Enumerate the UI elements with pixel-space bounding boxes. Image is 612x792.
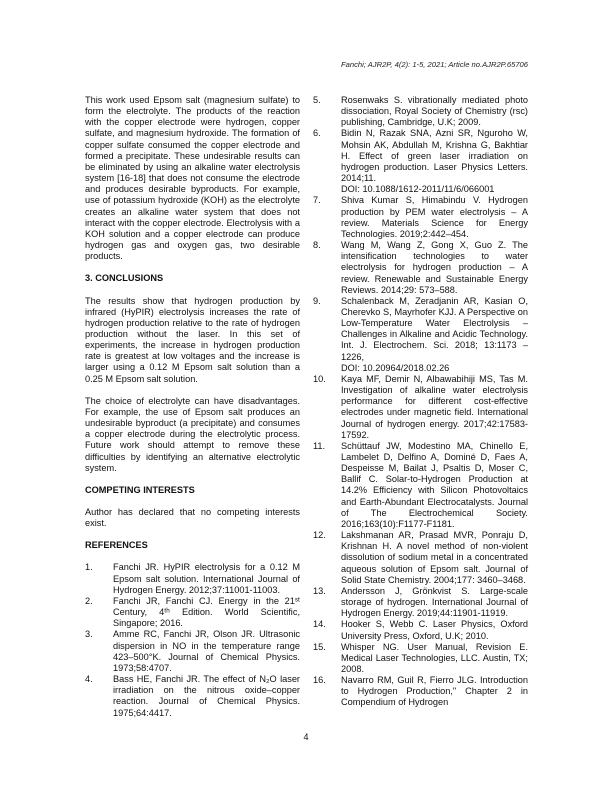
reference-number: 14.	[313, 619, 326, 630]
reference-item	[85, 596, 300, 629]
reference-text: Whisper NG. User Manual, Revision E. Medical Laser Technologies, LLC. Austin, TX; 2008.	[341, 641, 528, 674]
reference-text: Amme RC, Fanchi JR, Olson JR. Ultrasonic dispersion in NO in the temperature range 423–500°K. Journal of Chemical Physics. 1973;58:4707.	[113, 629, 300, 673]
reference-text: Fanchi JR, Fanchi CJ. Energy in the 21ˢᵗ Century, 4ᵗʰ Edition. World Scientific, Singapore; 2016.	[113, 595, 300, 629]
reference-item	[313, 586, 528, 619]
reference-number: 6.	[313, 128, 321, 139]
reference-item	[313, 619, 528, 641]
paragraph-conclusions-2: The choice of electrolyte can have disadvantages. For example, the use of Epsom salt produces an undesirable byproduct (a precipitate) and consumes a copper electrode during the electrolytic process. Future work should attempt to remove these difficulties by identifying an alternative electrolytic system.	[85, 395, 300, 473]
page-number: 4	[303, 732, 309, 742]
paragraph-competing-interests: Author has declared that no competing interests exist.	[85, 507, 300, 529]
section-heading-competing-interests: COMPETING INTERESTS	[85, 484, 195, 495]
reference-item	[313, 296, 528, 374]
reference-number: 16.	[313, 675, 326, 686]
reference-text: Fanchi JR. HyPIR electrolysis for a 0.12 M Epsom salt solution. International Journal of Hydrogen Energy. 2012;37:11001-11003.	[113, 562, 300, 595]
reference-number: 4.	[85, 674, 93, 685]
reference-number: 3.	[85, 629, 93, 640]
reference-number: 7.	[313, 195, 321, 206]
reference-doi: DOI: 10.20964/2018.02.26	[341, 362, 450, 373]
reference-item	[313, 195, 528, 240]
reference-item	[313, 675, 528, 708]
reference-item	[313, 374, 528, 441]
reference-number: 15.	[313, 641, 326, 652]
reference-item	[85, 629, 300, 674]
reference-number: 12.	[313, 530, 326, 541]
section-heading-references: REFERENCES	[85, 540, 148, 551]
reference-text: Bass HE, Fanchi JR. The effect of N₂O laser irradiation on the nitrous oxide–copper reaction. Journal of Chemical Physics. 1975;64:4417.	[113, 674, 300, 718]
reference-text: Schüttauf JW, Modestino MA, Chinello E, Lambelet D, Delfino A, Dominé D, Faes A, Despeisse M, Bailat J, Psaltis D, Moser C, Ballif C. Solar-to-Hydrogen Production at 14.2% Efficiency with Silicon Photovoltaics and Earth-Abundant Electrocatalysts. Journal of The Electrochemical Society. 2016;163(10):F1177-F1181.	[341, 440, 528, 529]
reference-number: 13.	[313, 585, 326, 596]
reference-item	[85, 674, 300, 719]
reference-item	[313, 441, 528, 530]
reference-number: 9.	[313, 295, 321, 306]
reference-number: 5.	[313, 95, 321, 105]
reference-text: Bidin N, Razak SNA, Azni SR, Nguroho W, Mohsin AK, Abdullah M, Krishna G, Bakhtiar H. Effect of green laser irradiation on hydrogen production. Laser Physics Letters. 2014;11. DOI: 10.1088/1612-2011/11/6/066001	[341, 128, 528, 195]
paragraph-intro: This work used Epsom salt (magnesium sulfate) to form the electrolyte. The products of the reaction with the copper electrode were hydrogen, copper sulfate, and magnesium hydroxide. The formation of copper sulfate consumed the copper electrode and formed a precipitate. These undesirable results can be eliminated by using an alkaline water electrolysis system [16-18] that does not consume the electrode and produces desirable byproducts. For example, use of potassium hydroxide (KOH) as the electrolyte creates an alkaline water system that does not interact with the copper electrode. Electrolysis with a KOH solution and a copper electrode can produce hydrogen gas and oxygen gas, two desirable products.	[85, 95, 300, 262]
references-list-left	[85, 562, 300, 718]
running-head: Fanchi; AJR2P, 4(2): 1-5, 2021; Article no.AJR2P.65706	[341, 60, 528, 69]
reference-number: 1.	[85, 562, 93, 573]
reference-item	[313, 95, 528, 128]
reference-item	[85, 562, 300, 595]
reference-item	[313, 642, 528, 675]
reference-number: 2.	[85, 595, 93, 606]
reference-number: 10.	[313, 373, 326, 384]
right-column	[313, 95, 528, 719]
left-column	[85, 95, 300, 719]
reference-text: Hooker S, Webb C. Laser Physics, Oxford University Press, Oxford, U.K; 2010.	[341, 619, 528, 641]
reference-text: Wang M, Wang Z, Gong X, Guo Z. The intensification technologies to water electrolysis for hydrogen production – A review. Renewable and Sustainable Energy Reviews. 2014;29: 573–588.	[341, 240, 528, 295]
reference-text: Lakshmanan AR, Prasad MVR, Ponraju D, Krishnan H. A novel method of non-violent dissolution of sodium metal in a concentrated aqueous solution of Epsom salt. Journal of Solid State Chemistry. 2004;177: 3460–3468.	[341, 530, 528, 585]
reference-item	[313, 128, 528, 195]
paragraph-conclusions-1: The results show that hydrogen production by infrared (HyPIR) electrolysis increases the rate of hydrogen production relative to the rate of hydrogen production without the laser. In this set of experiments, the increase in hydrogen production rate is greatest at low voltages and the increase is larger using a 0.12 M Epsom salt solution than a 0.25 M Epsom salt solution.	[85, 295, 300, 384]
reference-text: Andersson J, Grönkvist S. Large-scale storage of hydrogen. International Journal of Hydrogen Energy. 2019;44:11901-11919.	[341, 585, 528, 619]
reference-text: Schalenback M, Zeradjanin AR, Kasian O, Cherevko S, Mayrhofer KJJ. A Perspective on Low-Temperature Water Electrolysis – Challenges in Alkaline and Acidic Technology. Int. J. Electrochem. Sci. 2018; 13:1173 – 1226, DOI: 10.20964/2018.02.26	[341, 295, 528, 373]
two-column-body	[85, 95, 528, 719]
section-heading-conclusions: 3. CONCLUSIONS	[85, 273, 164, 284]
reference-number: 11.	[313, 440, 326, 451]
reference-text: Navarro RM, Guil R, Fierro JLG. Introduction to Hydrogen Production," Chapter 2 in Compendium of Hydrogen	[341, 675, 528, 708]
reference-text: Kaya MF, Demir N, Albawabihiji MS, Tas M. Investigation of alkaline water electrolysis performance for different cost-effective electrodes under magnetic field. International Journal of hydrogen energy. 2017;42:17583-17592.	[341, 373, 528, 440]
reference-item	[313, 530, 528, 586]
reference-text: Rosenwaks S. vibrationally mediated photo dissociation, Royal Society of Chemistry (rsc) publishing, Cambridge, U.K; 2009.	[341, 95, 528, 128]
reference-text: Shiva Kumar S, Himabindu V. Hydrogen production by PEM water electrolysis – A review. Materials Science for Energy Technologies. 2019;2:442–454.	[341, 195, 528, 239]
references-list-right	[313, 95, 528, 709]
reference-item	[313, 240, 528, 296]
reference-doi: DOI: 10.1088/1612-2011/11/6/066001	[341, 184, 495, 195]
reference-number: 8.	[313, 240, 321, 251]
